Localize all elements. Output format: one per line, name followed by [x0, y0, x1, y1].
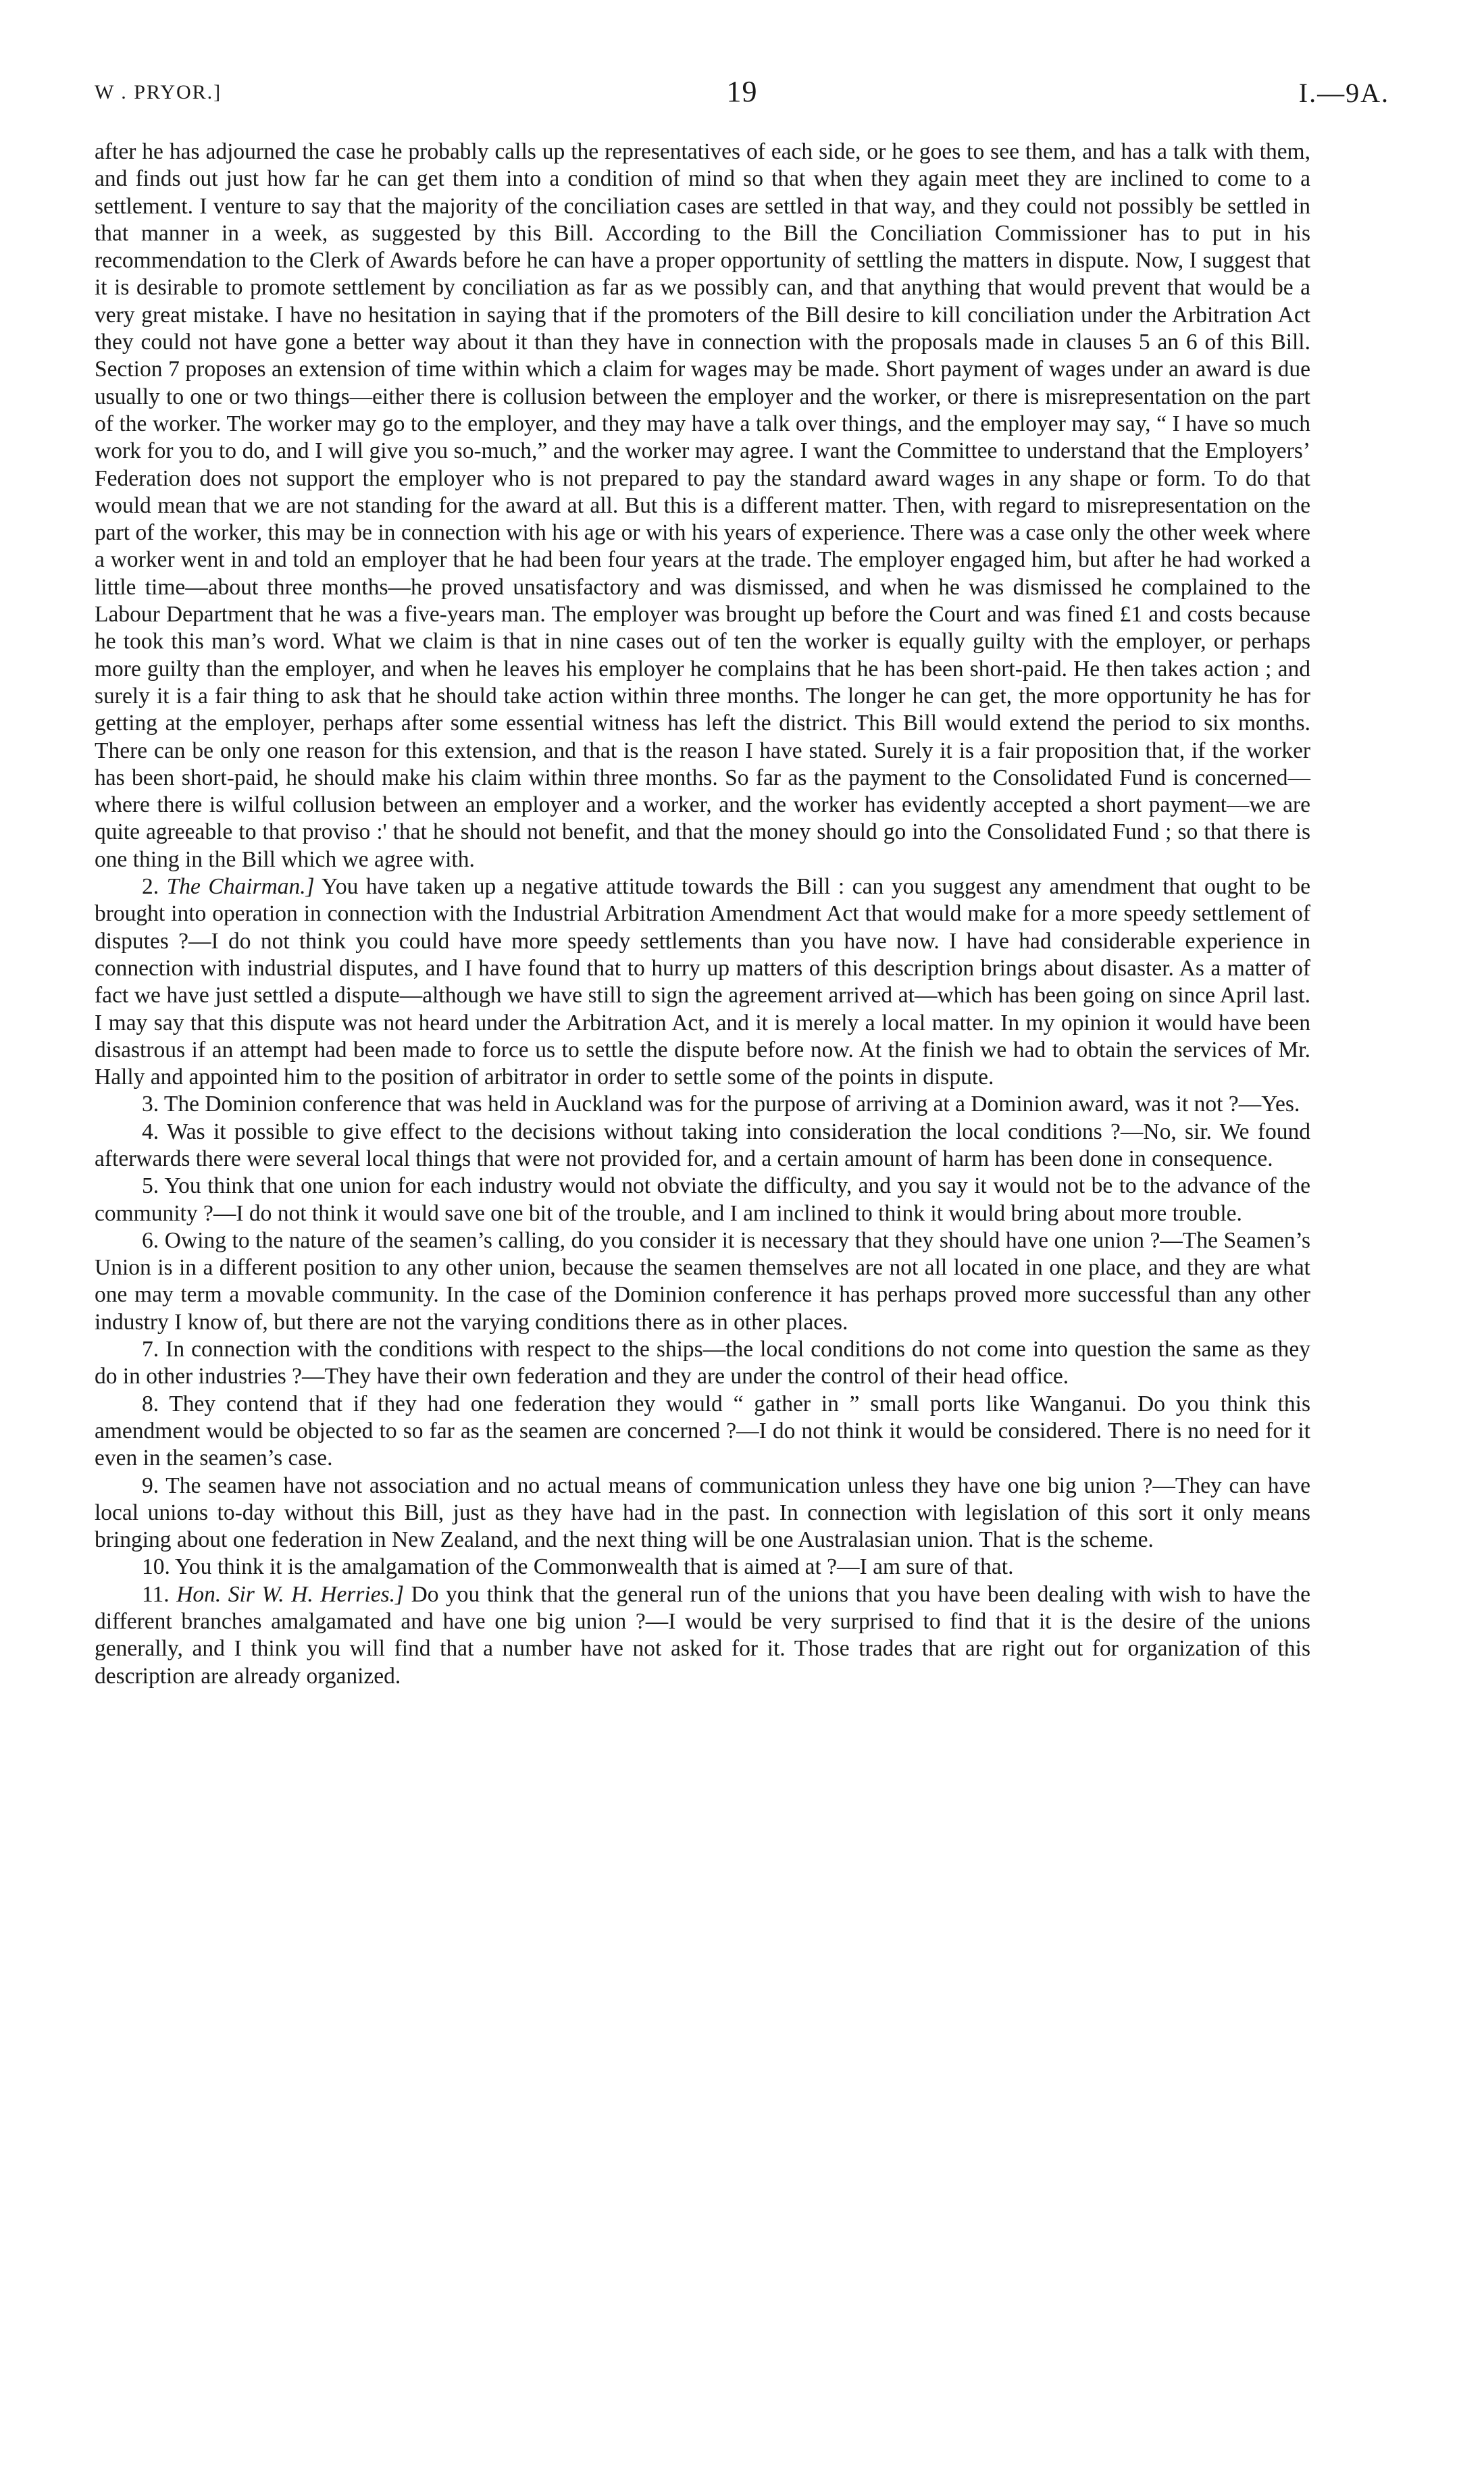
paragraph-text: In connection with the conditions with respect to the ships—the local conditions do not come into question the same as they do in other industries ?—They have their own federation and they are under the control of their head office.	[95, 1337, 1311, 1389]
paragraph-text: Owing to the nature of the seamen’s calling, do you consider it is necessary that they should have one union ?—The Seamen’s Union is in a different position to any other union, because the seamen themselves are not all located in one place, and they are what one may term a movable community. In the case of the Dominion conference it has perhaps proved more successful than any other industry I know of, but there are not the varying conditions there as in other places.	[95, 1227, 1311, 1335]
question-paragraph-9	[95, 1473, 1310, 1554]
paragraph-text: Do you think that the general run of the unions that you have been dealing with wish to have the different branches amalgamated and have one big union ?—I would be very surprised to find that it is the desire of the unions generally, and I think you will find that a number have not asked for it. Those trades that are right out for organization of this description are already organized.	[95, 1581, 1311, 1689]
paragraph-text: The seamen have not association and no actual means of communication unless they have one big union ?—They can have local unions to-day without this Bill, just as they have had in the past. In connection with legislation of this sort it only means bringing about one federation in New Zealand, and the next thing will be one Australasian union. That is the scheme.	[95, 1473, 1310, 1553]
page-header	[95, 74, 1389, 115]
question-number: 3.	[142, 1092, 159, 1117]
question-number: 5.	[142, 1173, 159, 1199]
paragraph-text: They contend that if they had one federation they would “ gather in ” small ports like Wanganui. Do you think this amendment would be objected to so far as the seamen are concerned ?—I do not think it would be considered. There is no need for it even in the seamen’s case.	[95, 1391, 1310, 1471]
question-paragraph-6	[95, 1227, 1310, 1336]
speaker-label: Hon. Sir W. H. Herries.]	[176, 1581, 405, 1607]
question-number: 4.	[142, 1119, 159, 1144]
paragraph-continuation	[95, 138, 1310, 873]
page-number: 19	[726, 75, 758, 108]
question-paragraph-7	[95, 1336, 1310, 1391]
question-number: 11.	[142, 1581, 170, 1607]
question-number: 6.	[142, 1227, 159, 1253]
question-paragraph-2	[95, 873, 1310, 1091]
question-number: 10.	[142, 1554, 170, 1580]
header-paper-reference: I.—9A.	[1298, 78, 1389, 108]
evidence-text	[95, 138, 1310, 1690]
paragraph-text: Was it possible to give effect to the decisions without taking into consideration the local conditions ?—No, sir. We found afterwards there were several local things that were not provided for, and a certain amount of harm has been done in consequence.	[95, 1119, 1310, 1171]
speaker-label: The Chairman.]	[166, 874, 315, 900]
question-paragraph-8	[95, 1391, 1310, 1473]
paragraph-text: You think that one union for each industry would not obviate the difficulty, and you say it would not be to the advance of the community ?—I do not think it would save one bit of the trouble, and I am inclined to think it would bring about more trouble.	[95, 1173, 1310, 1226]
paragraph-text: You have taken up a negative attitude towards the Bill : can you suggest any amendment that ought to be brought into operation in connection with the Industrial Arbitration Amendment Act that would make for a more speedy settlement of disputes ?—I do not think you could have more speedy settlements than you have now. I have had considerable experience in connection with industrial disputes, and I have found that to hurry up matters of this description brings about disaster. As a matter of fact we have just settled a dispute—although we have still to sign the agreement arrived at—which has been going on since April last. I may say that this dispute was not heard under the Arbitration Act, and it is merely a local matter. In my opinion it would have been disastrous if an attempt had been made to force us to settle the dispute before now. At the finish we had to obtain the services of Mr. Hally and appointed him to the position of arbitrator in order to settle some of the points in dispute.	[95, 874, 1311, 1090]
question-number: 7.	[142, 1337, 159, 1362]
question-paragraph-3	[95, 1091, 1310, 1118]
paragraph-text: You think it is the amalgamation of the Commonwealth that is aimed at ?—I am sure of that.	[175, 1554, 1014, 1580]
question-number: 9.	[142, 1473, 159, 1498]
paragraph-text: after he has adjourned the case he probably calls up the representatives of each side, or he goes to see them, and has a talk with them, and finds out just how far he can get them into a condition of mind so that when they again meet they are inclined to come to a settlement. I venture to say that the majority of the conciliation cases are settled in that way, and they could not possibly be settled in that manner in a week, as suggested by this Bill. According to the Bill the Conciliation Commissioner has to put in his recommendation to the Clerk of Awards before he can have a proper opportunity of settling the matters in dispute. Now, I suggest that it is desirable to promote settlement by conciliation as far as we possibly can, and that anything that would prevent that would be a very great mistake. I have no hesitation in saying that if the promoters of the Bill desire to kill conciliation under the Arbitration Act they could not have gone a better way about it than they have in connection with the proposals made in clauses 5 an 6 of this Bill. Section 7 proposes an extension of time within which a claim for wages may be made. Short payment of wages under an award is due usually to one or two things—either there is collusion between the employer and the worker, or there is misrepresentation on the part of the worker. The worker may go to the employer, and they may have a talk over things, and the employer may say, “ I have so much work for you to do, and I will give you so-much,” and the worker may agree. I want the Committee to understand that the Employers’ Federation does not support the employer who is not prepared to pay the standard award wages in any shape or form. To do that would mean that we are not standing for the award at all. But this is a different matter. Then, with regard to misrepresentation on the part of the worker, this may be in connection with his age or with his years of experience. There was a case only the other week where a worker went in and told an employer that he had been four years at the trade. The employer engaged him, but after he had worked a little time—about three months—he proved unsatisfactory and was dismissed, and when he was dismissed he complained to the Labour Department that he was a five-years man. The employer was brought up before the Court and was fined £1 and costs because he took this man’s word. What we claim is that in nine cases out of ten the worker is equally guilty with the employer, or perhaps more guilty than the employer, and when he leaves his employer he complains that he has been short-paid. He then takes action ; and surely it is a fair thing to ask that he should take action within three months. The longer he can get, the more opportunity he has for getting at the employer, perhaps after some essential witness has left the district. This Bill would extend the period to six months. There can be only one reason for this extension, and that is the reason I have stated. Surely it is a fair proposition that, if the worker has been short-paid, he should make his claim within three months. So far as the payment to the Consolidated Fund is concerned—where there is wilful collusion between an employer and a worker, and the worker has evidently accepted a short payment—we are quite agreeable to that proviso :' that he should not benefit, and that the money should go into the Consolidated Fund ; so that there is one thing in the Bill which we agree with.	[95, 139, 1310, 872]
question-paragraph-11	[95, 1581, 1310, 1690]
question-paragraph-10	[95, 1554, 1310, 1581]
question-number: 8.	[142, 1391, 159, 1416]
question-paragraph-4	[95, 1119, 1310, 1173]
question-number: 2.	[142, 874, 159, 900]
header-witness-name: W . PRYOR.]	[95, 81, 222, 103]
question-paragraph-5	[95, 1173, 1310, 1227]
paragraph-text: The Dominion conference that was held in Auckland was for the purpose of arriving at a Dominion award, was it not ?—Yes.	[163, 1092, 1300, 1117]
